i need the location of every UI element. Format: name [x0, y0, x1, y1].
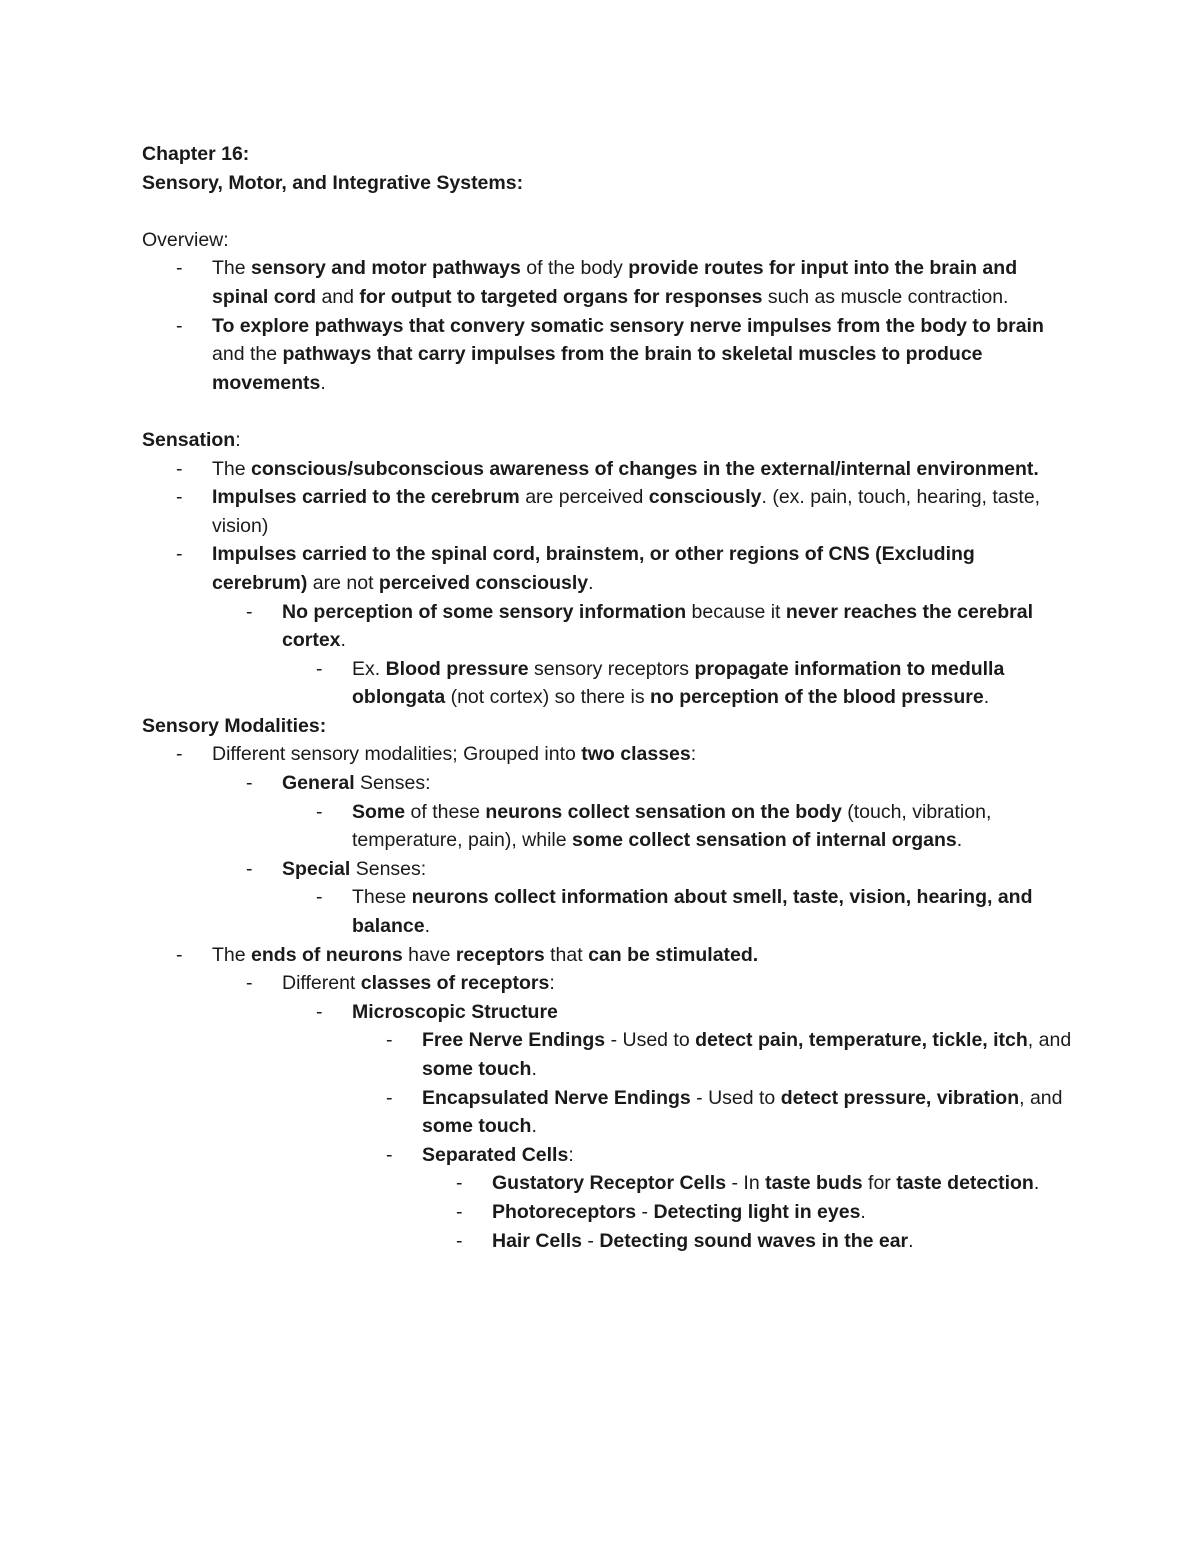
- list-item: - Impulses carried to the spinal cord, brainstem, or other regions of CNS (Excluding cerebrum) are not perceived consciously. - No perception of some sensory information because it never reaches the cerebral cortex. - Ex. Blood pressure sensory receptors propagate information to medulla oblongata (not cortex) so there is no perception of the blood pressure.: [142, 540, 1072, 712]
- sublist: [282, 655, 1072, 712]
- list-item: - Some of these neurons collect sensation on the body (touch, vibration, temperature, pain), while some collect sensation of internal organs.: [316, 800, 992, 852]
- list-item: - Gustatory Receptor Cells - In taste buds for taste detection.: [456, 1172, 1040, 1195]
- modalities-list: [142, 740, 1072, 1255]
- modalities-heading: Sensory Modalities:: [142, 714, 327, 737]
- list-item: - Encapsulated Nerve Endings - Used to detect pressure, vibration, and some touch.: [386, 1086, 1063, 1138]
- list-item: - Free Nerve Endings - Used to detect pain, temperature, tickle, itch, and some touch.: [386, 1029, 1072, 1080]
- list-item: - These neurons collect information about smell, taste, vision, hearing, and balance.: [316, 886, 1033, 938]
- list-item: - To explore pathways that convery somatic sensory nerve impulses from the body to brain and the pathways that carry impulses from the brain to skeletal muscles to produce movements.: [176, 314, 1044, 394]
- sublist: [282, 883, 1072, 940]
- sublist: [352, 1026, 1072, 1255]
- list-item: - No perception of some sensory information because it never reaches the cerebral cortex. - Ex. Blood pressure sensory receptors propagate information to medulla oblongata (not cortex) so there is no perception of the blood pressure.: [212, 598, 1072, 712]
- list-item: - Different sensory modalities; Grouped into two classes: - General Senses: - Some of these neurons collect sensation on the body (touch, vibration, temperature, pain), while some collect sensation of internal organs. - Special Senses: - These neurons collect information about smell, taste, vision, hearing, and balance.: [142, 740, 1072, 940]
- sublist: [212, 969, 1072, 1255]
- sublist: [212, 769, 1072, 941]
- list-item: - Photoreceptors - Detecting light in eyes.: [456, 1200, 866, 1223]
- sublist: [282, 998, 1072, 1255]
- list-item: - Special Senses: - These neurons collect information about smell, taste, vision, hearing, and balance.: [212, 855, 1072, 941]
- sensation-list: [142, 455, 1072, 712]
- list-item: - Ex. Blood pressure sensory receptors propagate information to medulla oblongata (not cortex) so there is no perception of the blood pressure.: [316, 657, 1005, 709]
- list-item: - Impulses carried to the cerebrum are perceived consciously. (ex. pain, touch, hearing, taste, vision): [176, 486, 1041, 537]
- overview-list: [142, 254, 1072, 397]
- document-page: [142, 140, 1072, 1255]
- sensation-heading: Sensation:: [142, 428, 241, 451]
- list-item: - Microscopic Structure - Free Nerve Endings - Used to detect pain, temperature, tickle, itch, and some touch. - Encapsulated Nerve Endings - Used to detect pressure, vibration, and some touch. - Separated Cells: - Gustatory Receptor Cells - In taste buds for taste detection. - Photoreceptors - Detecting light in eyes. - Hair Cells - Detecting sound waves in the ear.: [282, 998, 1072, 1255]
- list-item: - Hair Cells - Detecting sound waves in the ear.: [456, 1229, 914, 1252]
- sublist: [212, 598, 1072, 712]
- sublist: [282, 798, 1072, 855]
- list-item: - The conscious/subconscious awareness of changes in the external/internal environment.: [176, 457, 1039, 480]
- chapter-heading: Chapter 16:: [142, 143, 250, 165]
- chapter-title: Sensory, Motor, and Integrative Systems:: [142, 171, 524, 194]
- list-item: - Separated Cells: - Gustatory Receptor Cells - In taste buds for taste detection. - Photoreceptors - Detecting light in eyes. - Hair Cells - Detecting sound waves in the ear.: [352, 1141, 1072, 1255]
- list-item: - General Senses: - Some of these neurons collect sensation on the body (touch, vibration, temperature, pain), while some collect sensation of internal organs.: [212, 769, 1072, 855]
- list-item: - Different classes of receptors: - Microscopic Structure - Free Nerve Endings - Used to detect pain, temperature, tickle, itch, and some touch. - Encapsulated Nerve Endings - Used to detect pressure, vibration, and some touch. - Separated Cells: - Gustatory Receptor Cells - In taste buds for taste detection. - Photoreceptors - Detecting light in eyes. - Hair Cells - Detecting sound waves in the ear.: [212, 969, 1072, 1255]
- overview-heading: Overview:: [142, 228, 229, 251]
- list-item: - The sensory and motor pathways of the body provide routes for input into the brain and spinal cord and for output to targeted organs for responses such as muscle contraction.: [176, 257, 1018, 308]
- list-item: - The ends of neurons have receptors that can be stimulated. - Different classes of receptors: - Microscopic Structure - Free Nerve Endings - Used to detect pain, temperature, tickle, itch, and some touch. - Encapsulated Nerve Endings - Used to detect pressure, vibration, and some touch. - Separated Cells: - Gustatory Receptor Cells - In taste buds for taste detection. - Photoreceptors - Detecting light in eyes. - Hair Cells - Detecting sound waves in the ear.: [142, 941, 1072, 1256]
- sublist: [422, 1169, 1072, 1255]
